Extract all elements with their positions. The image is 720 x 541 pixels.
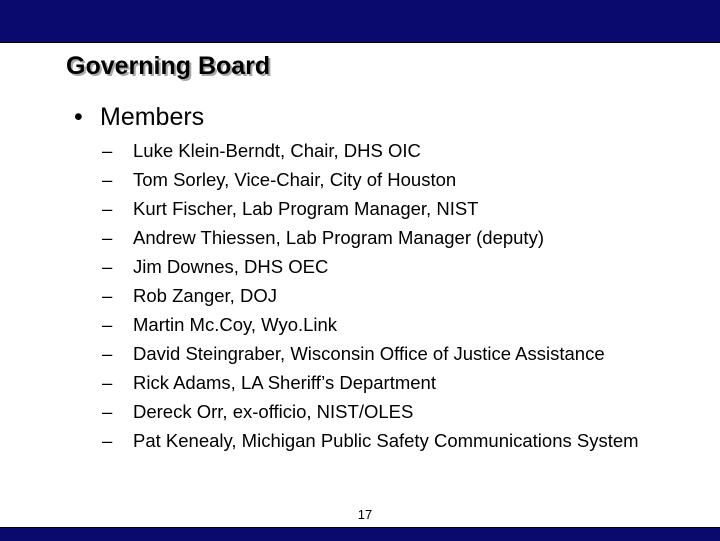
member-item — [102, 372, 639, 401]
members-list — [102, 140, 639, 459]
member-text: Martin Mc.Coy, Wyo.Link — [133, 314, 338, 335]
dash-icon: – — [102, 401, 113, 422]
member-text: Dereck Orr, ex-officio, NIST/OLES — [133, 401, 414, 422]
dash-icon: – — [102, 227, 113, 248]
dash-icon: – — [102, 256, 113, 277]
bullet-label: Members — [100, 103, 205, 131]
dash-icon: – — [102, 430, 113, 451]
member-item — [102, 140, 639, 169]
bullet-members — [74, 103, 204, 132]
bottom-banner — [0, 527, 720, 541]
dash-icon: – — [102, 314, 113, 335]
slide-title: Governing Board — [66, 52, 271, 80]
member-text: David Steingraber, Wisconsin Office of Justice Assistance — [133, 343, 605, 364]
page-number: 17 — [357, 507, 373, 522]
dash-icon: – — [102, 169, 113, 190]
member-text: Andrew Thiessen, Lab Program Manager (deputy) — [133, 227, 544, 248]
member-text: Tom Sorley, Vice-Chair, City of Houston — [133, 169, 457, 190]
member-item — [102, 256, 639, 285]
member-text: Luke Klein-Berndt, Chair, DHS OIC — [133, 140, 421, 161]
member-text: Jim Downes, DHS OEC — [133, 256, 329, 277]
member-text: Rob Zanger, DOJ — [133, 285, 277, 306]
member-item — [102, 401, 639, 430]
member-item — [102, 343, 639, 372]
dash-icon: – — [102, 140, 113, 161]
member-item — [102, 430, 639, 459]
member-text: Pat Kenealy, Michigan Public Safety Communications System — [133, 430, 639, 451]
member-item — [102, 227, 639, 256]
dash-icon: – — [102, 198, 113, 219]
member-item — [102, 314, 639, 343]
member-item — [102, 198, 639, 227]
member-item — [102, 285, 639, 314]
bullet-dot: • — [74, 103, 83, 131]
member-text: Kurt Fischer, Lab Program Manager, NIST — [133, 198, 479, 219]
member-text: Rick Adams, LA Sheriff’s Department — [133, 372, 436, 393]
dash-icon: – — [102, 285, 113, 306]
dash-icon: – — [102, 343, 113, 364]
top-banner — [0, 0, 720, 43]
member-item — [102, 169, 639, 198]
dash-icon: – — [102, 372, 113, 393]
